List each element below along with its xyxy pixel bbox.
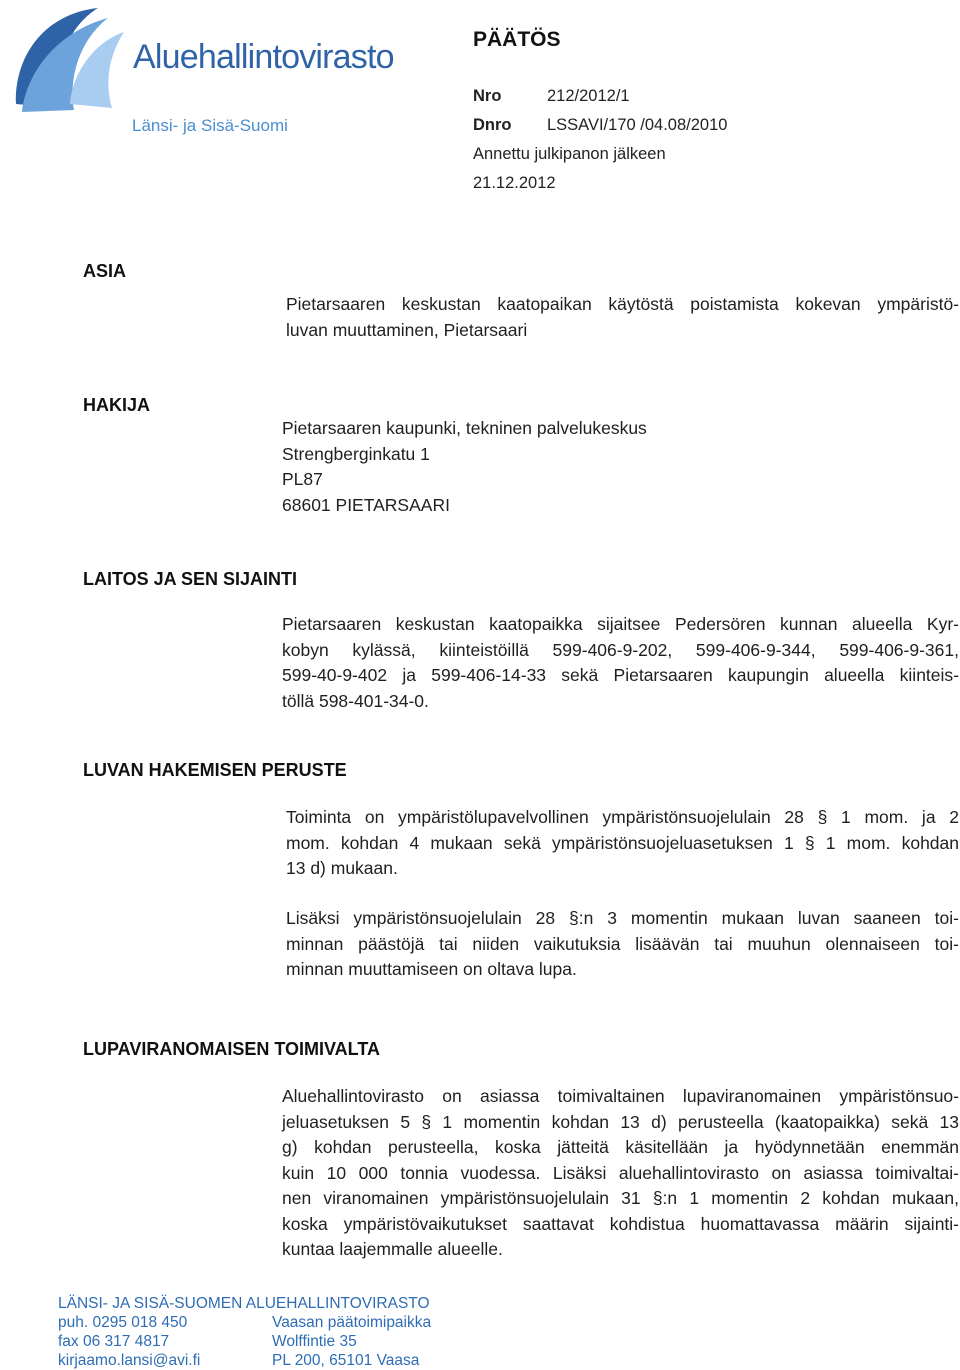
- footer-street: Wolffintie 35: [272, 1333, 357, 1350]
- logo-text: Aluehallintovirasto: [133, 38, 394, 76]
- laitos-line: kobyn kylässä, kiinteistöillä 599-406-9-202, 599-406-9-344, 599-406-9-361,: [282, 639, 959, 660]
- hakija-address: [282, 416, 647, 518]
- issued-line-1: Annettu julkipanon jälkeen: [473, 145, 666, 163]
- hakija-line: PL87: [282, 469, 323, 489]
- toimivalta-line: jeluasetuksen 5 § 1 momentin kohdan 13 d) perusteella (kaatopaikka) sekä 13: [282, 1111, 959, 1132]
- section-title-peruste: LUVAN HAKEMISEN PERUSTE: [83, 760, 347, 780]
- dnro-label-text: Dnro: [473, 116, 512, 134]
- footer-contact: [58, 1313, 200, 1370]
- nro-value: 212/2012/1: [547, 87, 630, 105]
- asia-line: Pietarsaaren keskustan kaatopaikan käytöstä poistamista kokevan ympäristö-: [286, 294, 959, 314]
- document-title: PÄÄTÖS: [473, 28, 561, 51]
- laitos-text: [282, 612, 959, 714]
- toimivalta-line: Aluehallintovirasto on asiassa toimivaltainen lupaviranomainen ympäristönsuo-: [282, 1086, 959, 1106]
- footer-postal: PL 200, 65101 Vaasa: [272, 1352, 420, 1369]
- peruste-line: minnan päästöjä tai niiden vaikutuksia lisäävän tai muuhun olennaiseen toi-: [286, 933, 959, 954]
- dnro-label: [473, 116, 512, 135]
- footer-address: [272, 1313, 431, 1370]
- footer-email[interactable]: kirjaamo.lansi@avi.fi: [58, 1352, 201, 1369]
- issued-date: 21.12.2012: [473, 174, 556, 192]
- asia-text: [286, 292, 959, 343]
- peruste-line: mom. kohdan 4 mukaan sekä ympäristönsuojeluasetuksen 1 § 1 mom. kohdan: [286, 832, 959, 853]
- aluehallintovirasto-logo-icon: [12, 4, 132, 114]
- hakija-line: 68601 PIETARSAARI: [282, 494, 450, 515]
- toimivalta-line: kuntaa laajemmalle alueelle.: [282, 1239, 503, 1259]
- nro-label-text: Nro: [473, 87, 502, 105]
- laitos-line: Pietarsaaren keskustan kaatopaikka sijaitsee Pedersören kunnan alueella Kyr-: [282, 614, 959, 634]
- laitos-line: 599-40-9-402 ja 599-406-14-33 sekä Pietarsaaren kaupungin alueella kiinteis-: [282, 665, 959, 685]
- section-title-hakija: HAKIJA: [83, 395, 151, 415]
- peruste-paragraph-2: [286, 906, 959, 983]
- footer-org: LÄNSI- JA SISÄ-SUOMEN ALUEHALLINTOVIRASTO: [58, 1295, 430, 1312]
- footer-phone: puh. 0295 018 450: [58, 1314, 188, 1331]
- toimivalta-line: g) kohdan perusteella, koska jätteitä käsitellään ja hyödynnetään enemmän: [282, 1137, 959, 1157]
- peruste-line: minnan muuttamiseen on oltava lupa.: [286, 959, 577, 979]
- laitos-line: töllä 598-401-34-0.: [282, 690, 429, 711]
- peruste-line: Toiminta on ympäristölupavelvollinen ympäristönsuojelulain 28 § 1 mom. ja 2: [286, 807, 959, 827]
- toimivalta-line: kuin 10 000 tonnia vuodessa. Lisäksi aluehallintovirasto on asiassa toimivaltai-: [282, 1162, 959, 1183]
- region-name: Länsi- ja Sisä-Suomi: [132, 116, 288, 135]
- toimivalta-text: [282, 1084, 959, 1263]
- section-title-asia: ASIA: [83, 261, 127, 281]
- toimivalta-line: nen viranomainen ympäristönsuojelulain 31 §:n 1 momentin 2 kohdan mukaan,: [282, 1188, 959, 1208]
- dnro-value: LSSAVI/170 /04.08/2010: [547, 116, 728, 134]
- peruste-line: Lisäksi ympäristönsuojelulain 28 §:n 3 momentin mukaan luvan saaneen toi-: [286, 908, 959, 928]
- hakija-line: Strengberginkatu 1: [282, 443, 430, 464]
- nro-label: [473, 87, 501, 106]
- peruste-paragraph-1: [286, 805, 959, 882]
- footer-fax: fax 06 317 4817: [58, 1333, 170, 1350]
- hakija-line: Pietarsaaren kaupunki, tekninen palvelukeskus: [282, 418, 647, 438]
- section-title-toimivalta: LUPAVIRANOMAISEN TOIMIVALTA: [83, 1039, 380, 1059]
- asia-line: luvan muuttaminen, Pietarsaari: [286, 319, 528, 340]
- footer-office: Vaasan päätoimipaikka: [272, 1314, 432, 1331]
- peruste-line: 13 d) mukaan.: [286, 858, 398, 878]
- section-title-laitos: LAITOS JA SEN SIJAINTI: [83, 569, 298, 589]
- toimivalta-line: koska ympäristövaikutukset saattavat kohdistua huomattavassa määrin sijainti-: [282, 1213, 959, 1234]
